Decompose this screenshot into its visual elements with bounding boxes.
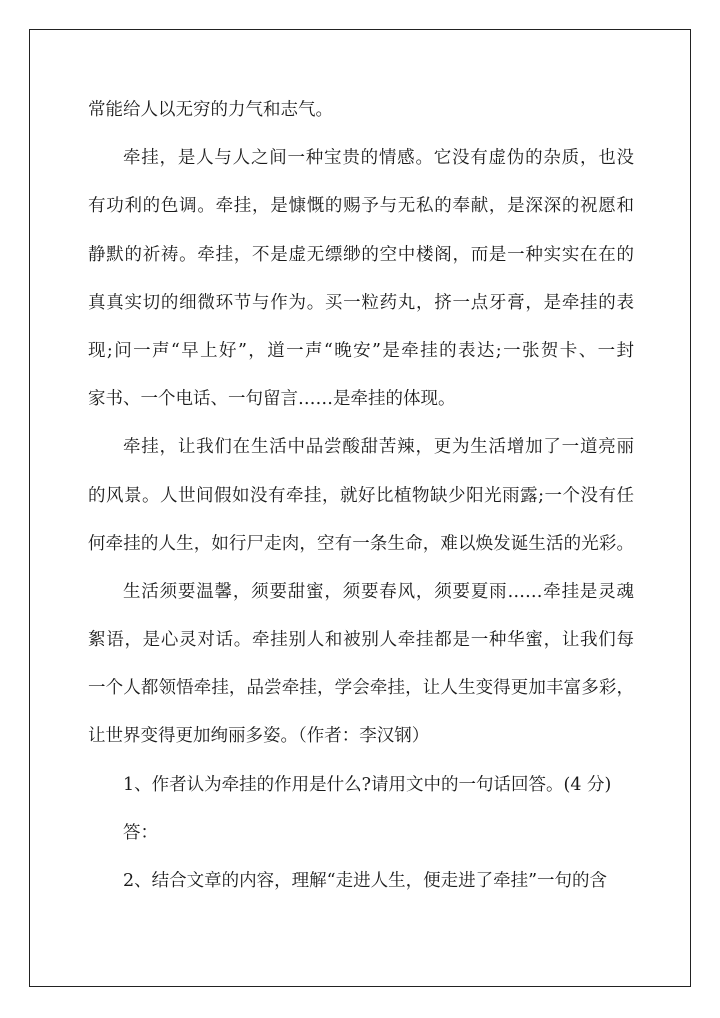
text-line: 絮语，是心灵对话。牵挂别人和被别人牵挂都是一种华蜜，让我们每 <box>88 630 634 651</box>
document-body <box>88 86 634 905</box>
text-line: 生活须要温馨，须要甜蜜，须要春风，须要夏雨……牵挂是灵魂 <box>123 581 634 602</box>
text-line: 常能给人以无穷的力气和志气。 <box>88 100 333 120</box>
text-line: 的风景。人世间假如没有牵挂，就好比植物缺少阳光雨露;一个没有任 <box>88 485 634 506</box>
text-line: 家书、一个电话、一句留言……是牵挂的体现。 <box>88 389 456 410</box>
text-line: 牵挂，让我们在生活中品尝酸甜苦辣，更为生活增加了一道亮丽 <box>123 437 634 458</box>
text-line: 何牵挂的人生，如行尸走肉，空有一条生命，难以焕发诞生活的光彩。 <box>88 533 634 554</box>
question-2: 2、结合文章的内容，理解“走进人生，便走进了牵挂”一句的含 <box>123 871 608 891</box>
text-line: 一个人都领悟牵挂，品尝牵挂，学会牵挂，让人生变得更加丰富多彩， <box>88 678 634 699</box>
question-1: 1、作者认为牵挂的作用是什么?请用文中的一句话回答。(4 分) <box>123 774 612 795</box>
text-line: 真真实切的细微环节与作为。买一粒药丸，挤一点牙膏，是牵挂的表 <box>88 292 634 313</box>
text-line: 牵挂，是人与人之间一种宝贵的情感。它没有虚伪的杂质，也没 <box>123 148 634 169</box>
text-line: 有功利的色调。牵挂，是慷慨的赐予与无私的奉献，是深深的祝愿和 <box>88 196 634 217</box>
answer-label: 答： <box>123 822 158 843</box>
text-line: 静默的祈祷。牵挂，不是虚无缥缈的空中楼阁，而是一种实实在在的 <box>88 244 634 265</box>
text-line: 现;问一声“早上好”，道一声“晚安”是牵挂的表达;一张贺卡、一封 <box>88 340 634 361</box>
text-line: 让世界变得更加绚丽多姿。（作者：李汉钢） <box>88 726 430 747</box>
